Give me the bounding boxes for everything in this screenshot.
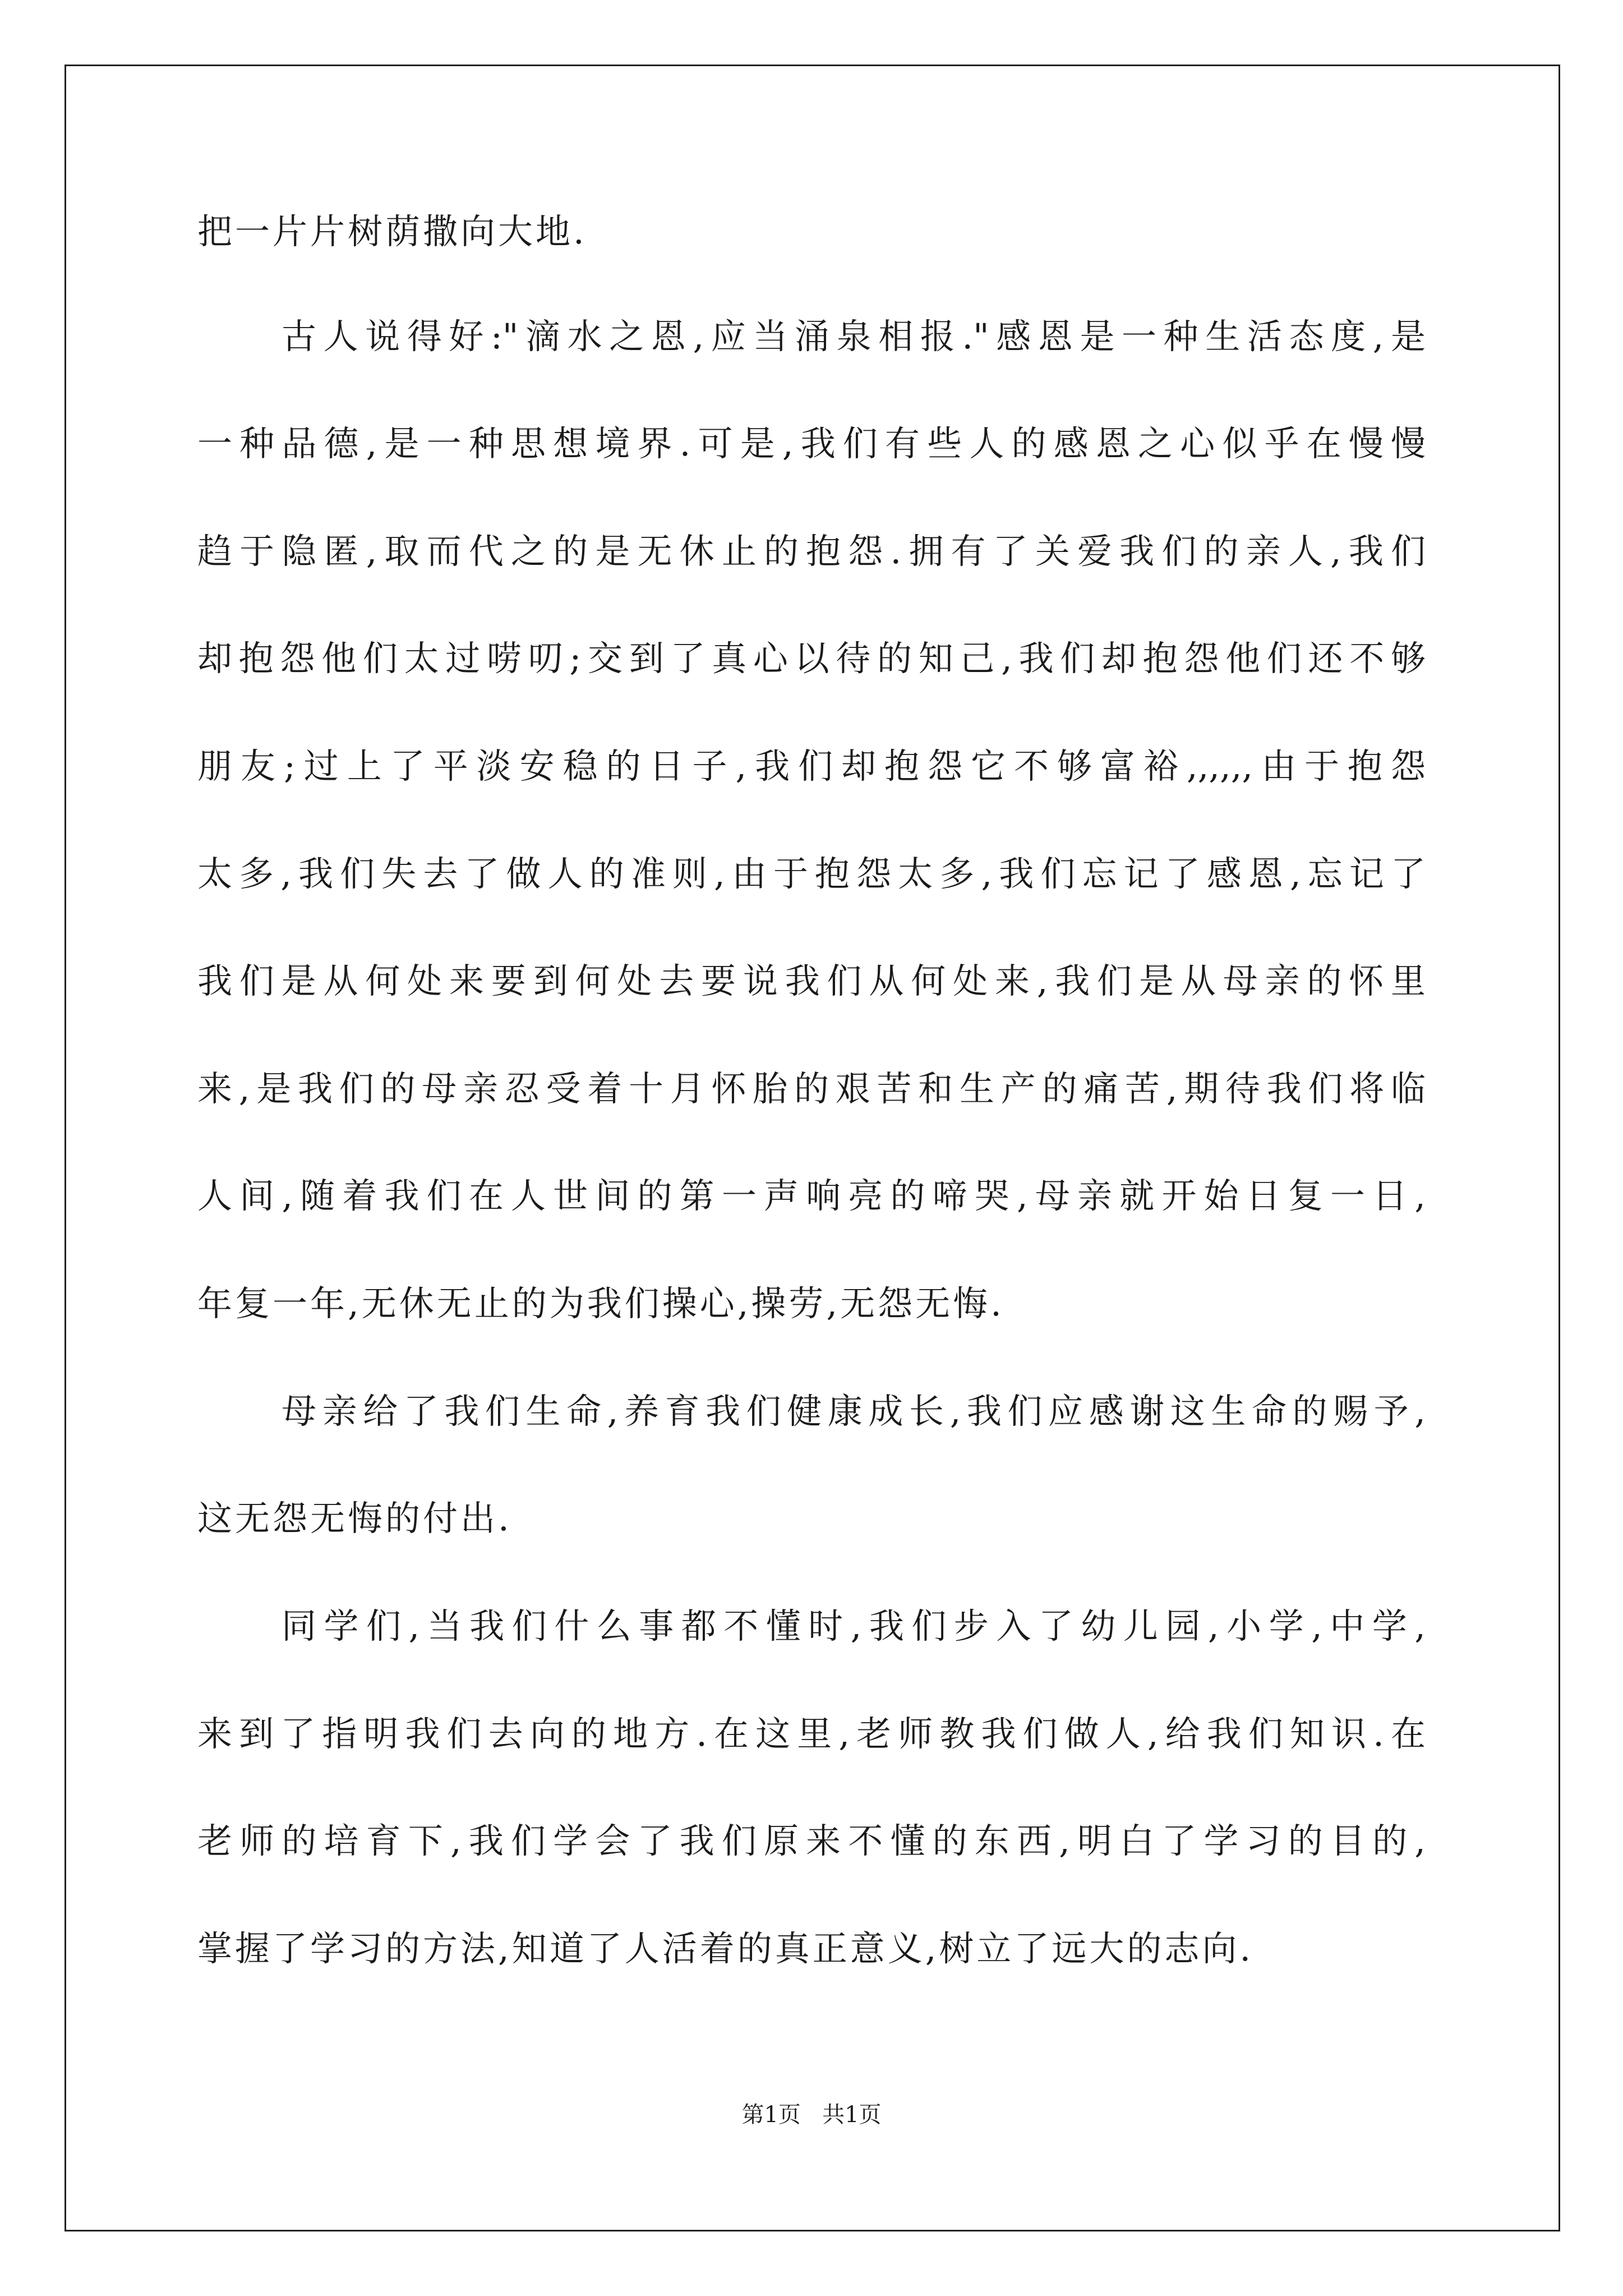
text-line-11: 年复一年,无休无止的为我们操心,操劳,无怨无悔.	[197, 1283, 1004, 1324]
page-footer	[0, 2098, 1623, 2132]
text-line-17: 掌握了学习的方法,知道了人活着的真正意义,树立了远大的志向.	[197, 1928, 1254, 1969]
text-line-10: 人间,随着我们在人世间的第一声响亮的啼哭,母亲就开始日复一日,	[197, 1175, 1426, 1216]
text-line-12: 母亲给了我们生命,养育我们健康成长,我们应感谢这生命的赐予,	[282, 1391, 1426, 1432]
page-total: 共1页	[822, 2102, 882, 2128]
text-line-9: 来,是我们的母亲忍受着十月怀胎的艰苦和生产的痛苦,期待我们将临	[197, 1068, 1426, 1109]
text-line-4: 趋于隐匿,取而代之的是无休止的抱怨.拥有了关爱我们的亲人,我们	[197, 531, 1426, 572]
text-line-13: 这无怨无悔的付出.	[197, 1498, 512, 1539]
text-line-16: 老师的培育下,我们学会了我们原来不懂的东西,明白了学习的目的,	[197, 1820, 1426, 1861]
text-line-8: 我们是从何处来要到何处去要说我们从何处来,我们是从母亲的怀里	[197, 960, 1426, 1001]
text-line-2: 古人说得好:"滴水之恩,应当涌泉相报."感恩是一种生活态度,是	[282, 316, 1426, 357]
text-line-3: 一种品德,是一种思想境界.可是,我们有些人的感恩之心似乎在慢慢	[197, 423, 1426, 464]
text-line-14: 同学们,当我们什么事都不懂时,我们步入了幼儿园,小学,中学,	[282, 1605, 1426, 1646]
text-line-15: 来到了指明我们去向的地方.在这里,老师教我们做人,给我们知识.在	[197, 1713, 1426, 1754]
page-number: 第1页	[741, 2102, 801, 2128]
text-line-5: 却抱怨他们太过唠叨;交到了真心以待的知己,我们却抱怨他们还不够	[197, 638, 1426, 679]
text-line-6: 朋友;过上了平淡安稳的日子,我们却抱怨它不够富裕,,,,,,由于抱怨	[197, 746, 1426, 786]
footer-spacer	[801, 2102, 822, 2128]
text-line-1: 把一片片树荫撒向大地.	[197, 211, 587, 252]
text-line-7: 太多,我们失去了做人的准则,由于抱怨太多,我们忘记了感恩,忘记了	[197, 853, 1426, 894]
page-border	[64, 65, 1560, 2231]
